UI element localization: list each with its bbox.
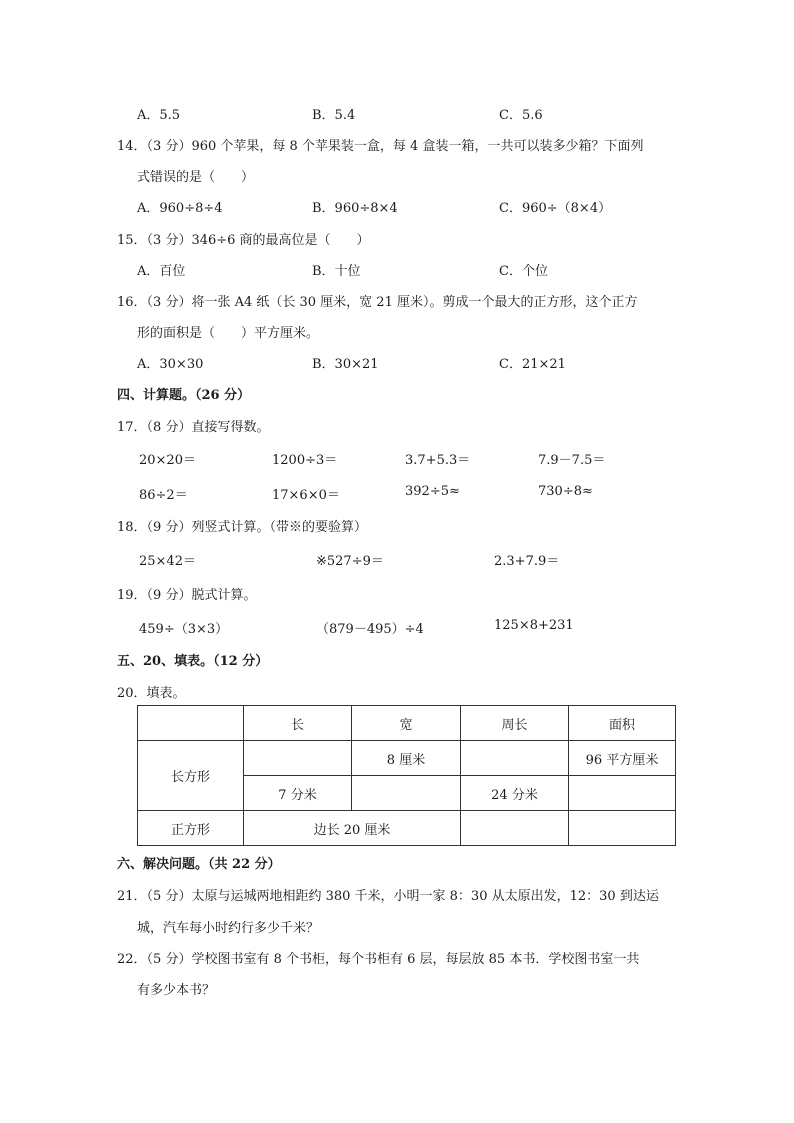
q22-question-line1: 22．（5 分）学校图书室有 8 个书柜，每个书柜有 6 层，每层放 85 本书．学校图书室一共 [117, 952, 640, 967]
q14-question-line1: 14．（3 分）960 个苹果，每 8 个苹果装一盒，每 4 盒装一箱，一共可以装多少箱？下面列 [117, 139, 644, 154]
q15-option-b: B．十位 [312, 264, 361, 279]
q18-item: ※527÷9＝ [316, 554, 384, 569]
q16-option-a: A．30×30 [137, 357, 204, 372]
square-label: 正方形 [138, 811, 244, 846]
q13-option-a: A．5.5 [137, 108, 181, 123]
q13-option-c: C．5.6 [499, 108, 543, 123]
q19-item: 459÷（3×3） [139, 622, 229, 637]
q19-question: 19．（9 分）脱式计算。 [117, 588, 257, 603]
square-side-cell: 边长 20 厘米 [244, 811, 461, 846]
q14-question-line2: 式错误的是（ ） [137, 170, 255, 185]
q22-question-line2: 有多少本书？ [137, 983, 216, 998]
table-header-cell: 宽 [352, 706, 461, 741]
q17-question: 17．（8 分）直接写得数。 [117, 420, 270, 435]
q14-option-a: A．960÷8÷4 [137, 201, 223, 216]
table-header-cell: 面积 [569, 706, 676, 741]
q15-question: 15．（3 分）346÷6 商的最高位是（ ） [117, 233, 370, 248]
q17-row2 [0, 484, 794, 504]
q19-item: （879－495）÷4 [316, 622, 424, 637]
table-cell: 8 厘米 [352, 741, 461, 776]
q15-options [0, 260, 794, 280]
q15-option-a: A．百位 [137, 264, 186, 279]
q14-option-b: B．960÷8×4 [312, 201, 398, 216]
table-cell [569, 811, 676, 846]
q18-question: 18．（9 分）列竖式计算。（带※的要验算） [117, 520, 367, 535]
q17-item: 86÷2＝ [139, 488, 188, 503]
q16-options [0, 353, 794, 373]
q15-option-c: C．个位 [499, 264, 548, 279]
q21-question-line2: 城，汽车每小时约行多少千米？ [137, 921, 320, 936]
table-cell [461, 741, 569, 776]
table-header-cell: 长 [244, 706, 352, 741]
rectangle-label: 长方形 [138, 741, 244, 811]
q17-item: 392÷5≈ [405, 484, 460, 499]
table-header-row [138, 706, 676, 741]
table-cell: 96 平方厘米 [569, 741, 676, 776]
table-row [138, 741, 676, 776]
table-header-cell: 周长 [461, 706, 569, 741]
q20-question: 20．填表。 [117, 686, 186, 701]
table-cell [352, 776, 461, 811]
q13-options [0, 104, 794, 124]
table-row [138, 811, 676, 846]
q17-item: 3.7+5.3＝ [405, 453, 471, 468]
q17-item: 20×20＝ [139, 453, 196, 468]
q16-option-b: B．30×21 [312, 357, 379, 372]
table-cell: 7 分米 [244, 776, 352, 811]
table-cell [244, 741, 352, 776]
table-cell: 24 分米 [461, 776, 569, 811]
q13-option-b: B．5.4 [312, 108, 356, 123]
q17-item: 17×6×0＝ [272, 488, 340, 503]
table-cell [461, 811, 569, 846]
q17-item: 1200÷3＝ [272, 453, 338, 468]
q18-item: 25×42＝ [139, 554, 196, 569]
q19-item: 125×8+231 [494, 618, 574, 633]
table-cell [569, 776, 676, 811]
q17-item: 730÷8≈ [538, 484, 593, 499]
q16-option-c: C．21×21 [499, 357, 566, 372]
q14-option-c: C．960÷（8×4） [499, 201, 612, 216]
q17-item: 7.9－7.5＝ [538, 453, 606, 468]
q14-options [0, 197, 794, 217]
q16-question-line1: 16．（3 分）将一张 A4 纸（长 30 厘米，宽 21 厘米）。剪成一个最大的正方形，这个正方 [117, 295, 638, 310]
fill-table [137, 705, 676, 846]
q17-row1 [0, 449, 794, 469]
q16-question-line2: 形的面积是（ ）平方厘米。 [137, 326, 320, 341]
section-6-heading: 六、解决问题。（共 22 分） [117, 857, 281, 872]
section-5-heading: 五、20、填表。（12 分） [117, 654, 269, 669]
section-4-heading: 四、计算题。（26 分） [117, 388, 251, 403]
table-header-cell [138, 706, 244, 741]
q19-items [0, 618, 794, 638]
q18-items [0, 550, 794, 570]
q18-item: 2.3+7.9＝ [494, 554, 560, 569]
q21-question-line1: 21．（5 分）太原与运城两地相距约 380 千米，小明一家 8：30 从太原出发，12：30 到达运 [117, 889, 659, 904]
